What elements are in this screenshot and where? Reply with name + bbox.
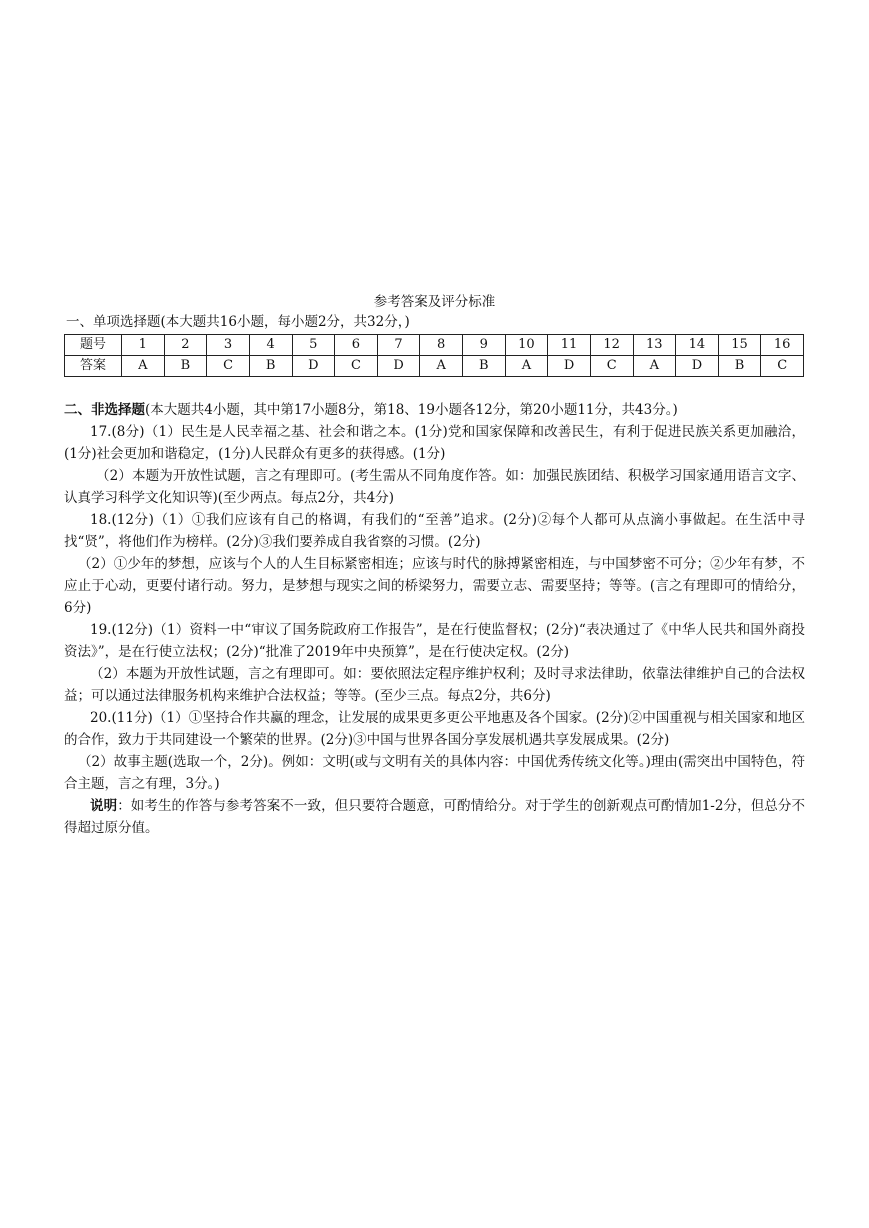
answer-cell: C [590,356,633,377]
section2-heading-rest: (本大题共4小题，其中第17小题8分，第18、19小题各12分，第20小题11分，共43分。) [145,402,678,418]
section1-heading: 一、单项选择题(本大题共16小题，每小题2分，共32分，) [66,314,410,330]
q18-part1: 18.(12分)（1）①我们应该有自己的格调，有我们的“至善”追求。(2分)②每个人都可从点滴小事做起。在生活中寻找“贤”，将他们作为榜样。(2分)③我们要养成自我省察的习惯。(2分) [64,512,805,550]
q19-part1: 19.(12分)（1）资料一中“审议了国务院政府工作报告”，是在行使监督权；(2分)“表决通过了《中华人民共和国外商投资法》”，是在行使立法权；(2分)“批准了2019年中央预算”，是在行使决定权。(2分) [64,622,805,660]
q18-part2: （2）①少年的梦想，应该与个人的人生目标紧密相连；应该与时代的脉搏紧密相连，与中国梦密不可分；②少年有梦，不应止于心动，更要付诸行动。努力，是梦想与现实之间的桥梁努力，需要立志、需要坚持；等等。(言之有理即可的情给分，6分) [64,556,805,616]
answer-table [64,334,804,377]
question-number: 6 [335,335,378,356]
question-number: 13 [633,335,676,356]
answer-cell: C [335,356,378,377]
answer-cell: D [292,356,335,377]
note-label: 说明 [90,798,118,814]
answer-cell: A [505,356,548,377]
question-number: 1 [122,335,165,356]
question-number: 3 [207,335,250,356]
table-row-numbers [65,335,804,356]
question-number: 7 [377,335,420,356]
answer-cell: B [249,356,292,377]
table-row-answers [65,356,804,377]
q20-part2: （2）故事主题(选取一个，2分)。例如：文明(或与文明有关的具体内容：中国优秀传统文化等。)理由(需突出中国特色，符合主题，言之有理，3分。) [64,754,805,792]
answer-cell: C [207,356,250,377]
note-text: ：如考生的作答与参考答案不一致，但只要符合题意，可酌情给分。对于学生的创新观点可酌情加1-2分，但总分不得超过原分值。 [64,798,805,836]
row-head-label: 题号 [65,335,122,356]
answer-cell: A [420,356,463,377]
question-number: 9 [463,335,506,356]
answer-cell: C [761,356,804,377]
question-number: 15 [718,335,761,356]
answer-cell: B [164,356,207,377]
answer-cell: B [463,356,506,377]
question-number: 8 [420,335,463,356]
question-number: 4 [249,335,292,356]
answer-cell: A [633,356,676,377]
q20-part1: 20.(11分)（1）①坚持合作共赢的理念，让发展的成果更多更公平地惠及各个国家。(2分)②中国重视与相关国家和地区的合作，致力于共同建设一个繁荣的世界。(2分)③中国与世界各国分享发展机遇共享发展成果。(2分) [64,710,805,748]
section2-heading [64,399,805,421]
answer-cell: A [122,356,165,377]
question-number: 12 [590,335,633,356]
q19-part2: （2）本题为开放性试题，言之有理即可。如：要依照法定程序维护权利；及时寻求法律助，依靠法律维护自己的合法权益；可以通过法律服务机构来维护合法权益；等等。(至少三点。每点2分，共6分) [64,666,805,704]
q17-part2: （2）本题为开放性试题，言之有理即可。(考生需从不同角度作答。如：加强民族团结、积极学习国家通用语言文字、认真学习科学文化知识等)(至少两点。每点2分，共4分) [64,468,805,506]
question-number: 5 [292,335,335,356]
section2-heading-bold: 二、非选择题 [64,402,145,418]
question-number: 14 [676,335,719,356]
question-number: 2 [164,335,207,356]
answer-cell: D [377,356,420,377]
answer-cell: D [548,356,591,377]
answer-key-page [64,292,805,839]
question-number: 11 [548,335,591,356]
q17-part1: 17.(8分)（1）民生是人民幸福之基、社会和谐之本。(1分)党和国家保障和改善民生，有利于促进民族关系更加融洽，(1分)社会更加和谐稳定，(1分)人民群众有更多的获得感。(1分) [64,424,805,462]
question-number: 10 [505,335,548,356]
page-title: 参考答案及评分标准 [373,294,496,310]
answer-cell: B [718,356,761,377]
row-answer-label: 答案 [65,356,122,377]
question-number: 16 [761,335,804,356]
scoring-note [64,795,805,839]
answer-cell: D [676,356,719,377]
